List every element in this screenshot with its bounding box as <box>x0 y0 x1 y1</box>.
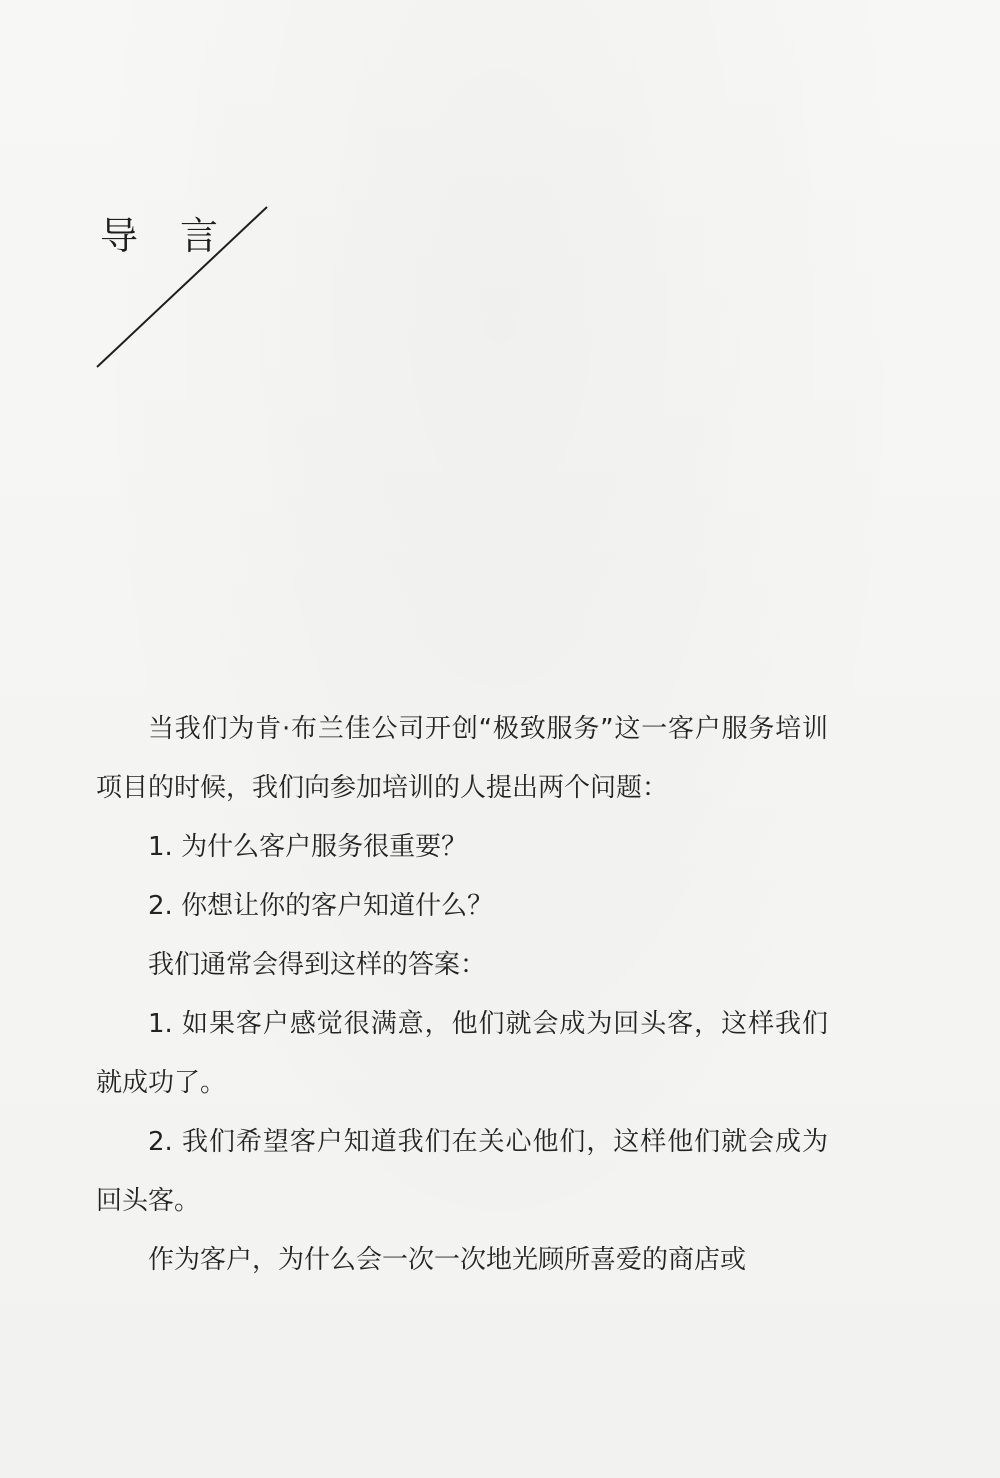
question-2: 2. 你想让你的客户知道什么？ <box>148 891 494 921</box>
chapter-title: 导言 <box>100 214 261 258</box>
paragraph-intro: 当我们为肯·布兰佳公司开创“极致服务”这一客户服务培训项目的时候，我们向参加培训的人提出两个问题： <box>96 714 828 803</box>
paragraph-continuation: 作为客户，为什么会一次一次地光顾所喜爱的商店或 <box>148 1245 747 1275</box>
body-text <box>96 700 828 1290</box>
answers-intro: 我们通常会得到这样的答案： <box>148 950 487 980</box>
question-1: 1. 为什么客户服务很重要？ <box>148 832 468 862</box>
answer-2: 2. 我们希望客户知道我们在关心他们，这样他们就会成为回头客。 <box>96 1127 828 1216</box>
diagonal-rule-decoration <box>95 185 275 375</box>
chapter-heading <box>95 185 275 375</box>
answer-1: 1. 如果客户感觉很满意，他们就会成为回头客，这样我们就成功了。 <box>96 1009 828 1098</box>
